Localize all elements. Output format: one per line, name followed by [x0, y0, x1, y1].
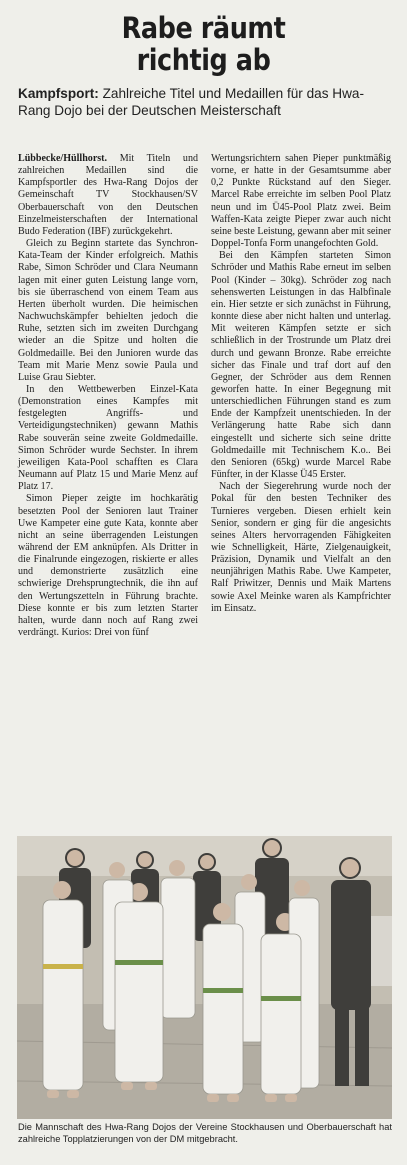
article-column-1 [18, 153, 198, 828]
headline [31, 0, 375, 76]
headline-line-2: richtig ab [136, 43, 271, 77]
subheadline [18, 85, 393, 119]
subhead-kicker: Kampfsport: [18, 86, 99, 101]
dateline: Lübbecke/Hüllhorst. [18, 153, 108, 164]
article-body [18, 153, 391, 828]
paragraph [18, 153, 198, 238]
paragraph: Gleich zu Beginn startete das Synchron-Kata-Team der Kinder erfolgreich. Mathis Rabe, Simon Schröder und Clara Neumann lagen mit einer guten Leistung lange vorn, bis sie überraschend von einem Team aus Herten überholt wurden. Die heimischen Nachwuchskämpfer behielten jedoch die Ruhe, setzten sich im zweiten Durchgang wieder an die Spitze und holten die Goldmedaille. Bei den Junioren wurde das Team mit Marie Menz sowie Paula und Luise Grau Siebter. [18, 238, 198, 383]
article-column-2 [211, 153, 391, 828]
paragraph: In den Wettbewerben Einzel-Kata (Demonstration eines Kampfes mit festgelegten Angriffs- und Verteidigungstechniken) gewann Mathis Rabe souverän seine zweite Goldmedaille. Simon Schröder wurde Sechster. In ihrem jeweiligen Kata-Pool schafften es Clara Neumann auf Platz 15 und Marie Menz auf Platz 17. [18, 383, 198, 493]
team-photo [17, 836, 392, 1119]
photo-caption: Die Mannschaft des Hwa-Rang Dojos der Vereine Stockhausen und Oberbauerschaft hat zahlreiche Topplatzierungen von der DM mitgebracht. [18, 1122, 392, 1144]
team-photo-illustration [17, 836, 392, 1119]
paragraph: Wertungsrichtern sahen Pieper punktmäßig vorne, er hatte in der Gesamtsumme aber 0,2 Punkte Rückstand auf den Sieger. Marcel Rabe erreichte im selben Pool Platz neun und im Ü45-Pool Platz zwei. Beim Waffen-Kata zeigte Pieper zwar auch nicht seine beste Leistung, gewann aber mit seiner Doppel-Tonfa Form unangefochten Gold. [211, 153, 391, 250]
headline-line-1: Rabe räumt [121, 11, 286, 45]
paragraph: Bei den Kämpfen starteten Simon Schröder und Mathis Rabe erneut im selben Pool (Kinder – 30kg). Schröder zog nach sehenswerten Leistungen in das Halbfinale ein. Hier setzte er sich zunächst in Führung, konnte diese aber nicht halten und unterlag. Mit weiteren Kämpfen setzte er sich schließlich in der Trostrunde um Platz drei durch und gewann Bronze. Rabe erreichte sicher das Finale und traf dort auf den Gegner, der Schröder aus dem Rennen geworfen hatte. In einer Begegnung mit unterschiedlichen Führungen stand es zum Ende der Kampfzeit unentschieden. In der Verlängerung hatte Rabe sich dann eingestellt und sicherte sich seine dritte Goldmedaille mit Technischem K.o.. Bei den Senioren (65kg) wurde Marcel Rabe Fünfter, in der Klasse Ü45 Erster. [211, 250, 391, 481]
subhead-text: Zahlreiche Titel und Medaillen für das Hwa-Rang Dojo bei der Deutschen Meisterschaft [18, 86, 365, 118]
paragraph: Nach der Siegerehrung wurde noch der Pokal für den besten Techniker des Turnieres vergeben. Diesen erhielt kein Senior, sondern er ging für die angesichts seines Alters hervorragenden Fähigkeiten wie Schnelligkeit, Härte, Zielgenauigkeit, Präzision, Dynamik und Vielfalt an den neunjährigen Mathis Rabe. Uwe Kampeter, Ralf Priwitzer, Dennis und Maik Martens sowie Axel Meinke waren als Kampfrichter im Einsatz. [211, 481, 391, 614]
paragraph: Simon Pieper zeigte im hochkarätig besetzten Pool der Senioren laut Trainer Uwe Kampeter eine gute Kata, konnte aber nicht an seine überragenden Leistungen während der EM anknüpfen. Als Dritter in die Finalrunde eingezogen, riskierte er alles und demonstrierte zusätzlich eine schwierige Drehsprungtechnik, die ihn auf den Wertungszetteln in Führung brachte. Diese konnte er bis zum letzten Starter halten, wurde dann noch auf Rang zwei verdrängt. Kurios: Drei von fünf [18, 493, 198, 639]
paragraph-text: Mit Titeln und zahlreichen Medaillen sind die Kampfsportler des Hwa-Rang Dojos der Gemeinschaft TV Stockhausen/SV Oberbauerschaft von den Deutschen Einzelmeisterschaften der International Budo Federation (IBF) zurückgekehrt. [18, 153, 198, 237]
